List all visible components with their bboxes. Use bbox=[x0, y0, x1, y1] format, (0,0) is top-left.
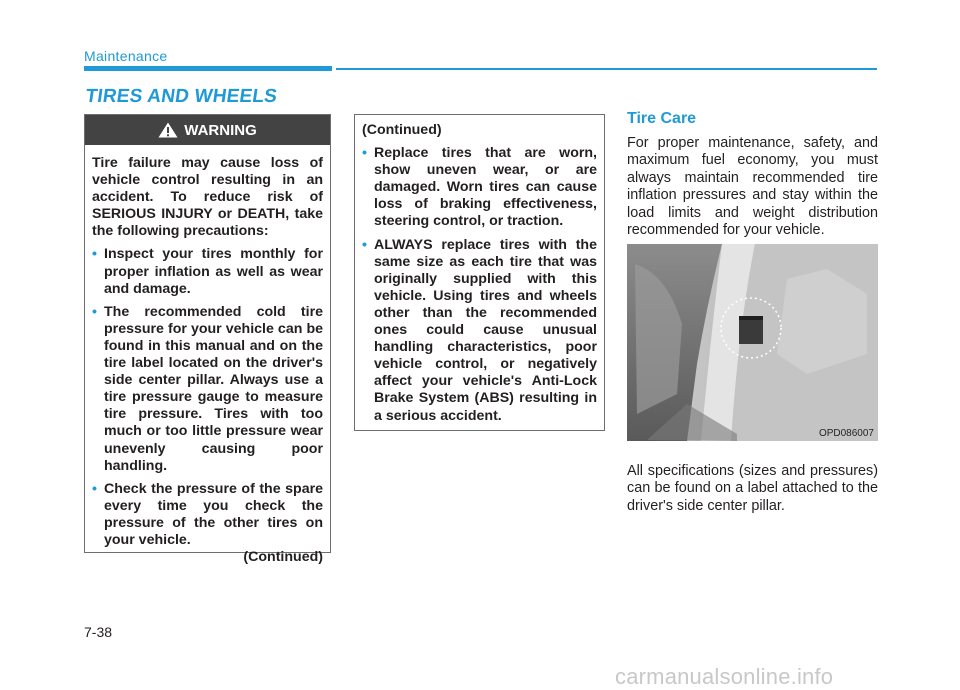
bullet-text: The recommended cold tire pressure for your vehicle can be found in this manual and on the tire label located on the driver's side center pillar. Always use a tire pressure gauge to measure tire pressure. Tires with too much or too little pressure wear unevenly causing poor handling. bbox=[104, 303, 323, 474]
photo-code: OPD086007 bbox=[818, 428, 874, 439]
warning-body bbox=[355, 115, 604, 425]
list-item bbox=[92, 304, 323, 475]
bullet-dot-icon: • bbox=[92, 246, 97, 263]
door-pillar-illustration bbox=[627, 244, 878, 441]
bullet-text: Check the pressure of the spare every time you check the pressure of the other tires on your vehicle. bbox=[104, 480, 323, 548]
header-rule-thick bbox=[84, 66, 332, 71]
page-number: 7-38 bbox=[84, 624, 113, 640]
warning-bullet-list bbox=[362, 145, 597, 425]
warning-intro: Tire failure may cause loss of vehicle control resulting in an accident. To reduce risk of SERIOUS INJURY or DEATH, take the following precautions: bbox=[92, 155, 323, 240]
warning-triangle-icon bbox=[158, 122, 178, 138]
section-label: Maintenance bbox=[84, 48, 168, 64]
warning-bullet-list bbox=[92, 246, 323, 549]
list-item bbox=[362, 237, 597, 425]
header-rule-thin bbox=[336, 68, 877, 70]
watermark: carmanualsonline.info bbox=[615, 664, 834, 689]
bullet-dot-icon: • bbox=[362, 236, 367, 253]
bullet-dot-icon: • bbox=[362, 145, 367, 162]
continued-label: (Continued) bbox=[362, 122, 442, 138]
warning-box bbox=[84, 114, 331, 566]
warning-label: WARNING bbox=[184, 121, 257, 139]
chapter-title: TIRES AND WHEELS bbox=[84, 86, 279, 107]
tire-care-paragraph: For proper maintenance, safety, and maximum fuel economy, you must always maintain recommended tire inflation pressures and stay within the load limits and weight distribution recommended for your vehicle. bbox=[627, 135, 878, 239]
tire-care-title: Tire Care bbox=[627, 110, 697, 127]
tire-label-photo bbox=[627, 244, 878, 441]
continued-label: (Continued) bbox=[243, 549, 323, 566]
bullet-dot-icon: • bbox=[92, 303, 97, 320]
bullet-text: Replace tires that are worn, show uneven wear, or are damaged. Worn tires can cause loss of braking effectiveness, steering control, or traction. bbox=[374, 145, 597, 230]
list-item bbox=[362, 145, 597, 230]
warning-header bbox=[85, 115, 330, 145]
warning-body bbox=[85, 145, 330, 566]
bullet-text: Inspect your tires monthly for proper inflation as well as wear and damage. bbox=[104, 246, 323, 297]
warning-box-continued bbox=[354, 114, 605, 431]
list-item bbox=[92, 246, 323, 297]
bullet-text: ALWAYS replace tires with the same size as each tire that was originally supplied with this vehicle. Using tires and wheels other than the recommended ones could cause unusual handling characteristics, poor vehicle control, or negatively affect your vehicle's Anti-Lock Brake System (ABS) resulting in a serious accident. bbox=[374, 236, 597, 424]
list-item bbox=[92, 481, 323, 549]
bullet-dot-icon: • bbox=[92, 480, 97, 497]
tire-label-paragraph: All specifications (sizes and pressures) can be found on a label attached to the driver's side center pillar. bbox=[627, 463, 878, 514]
